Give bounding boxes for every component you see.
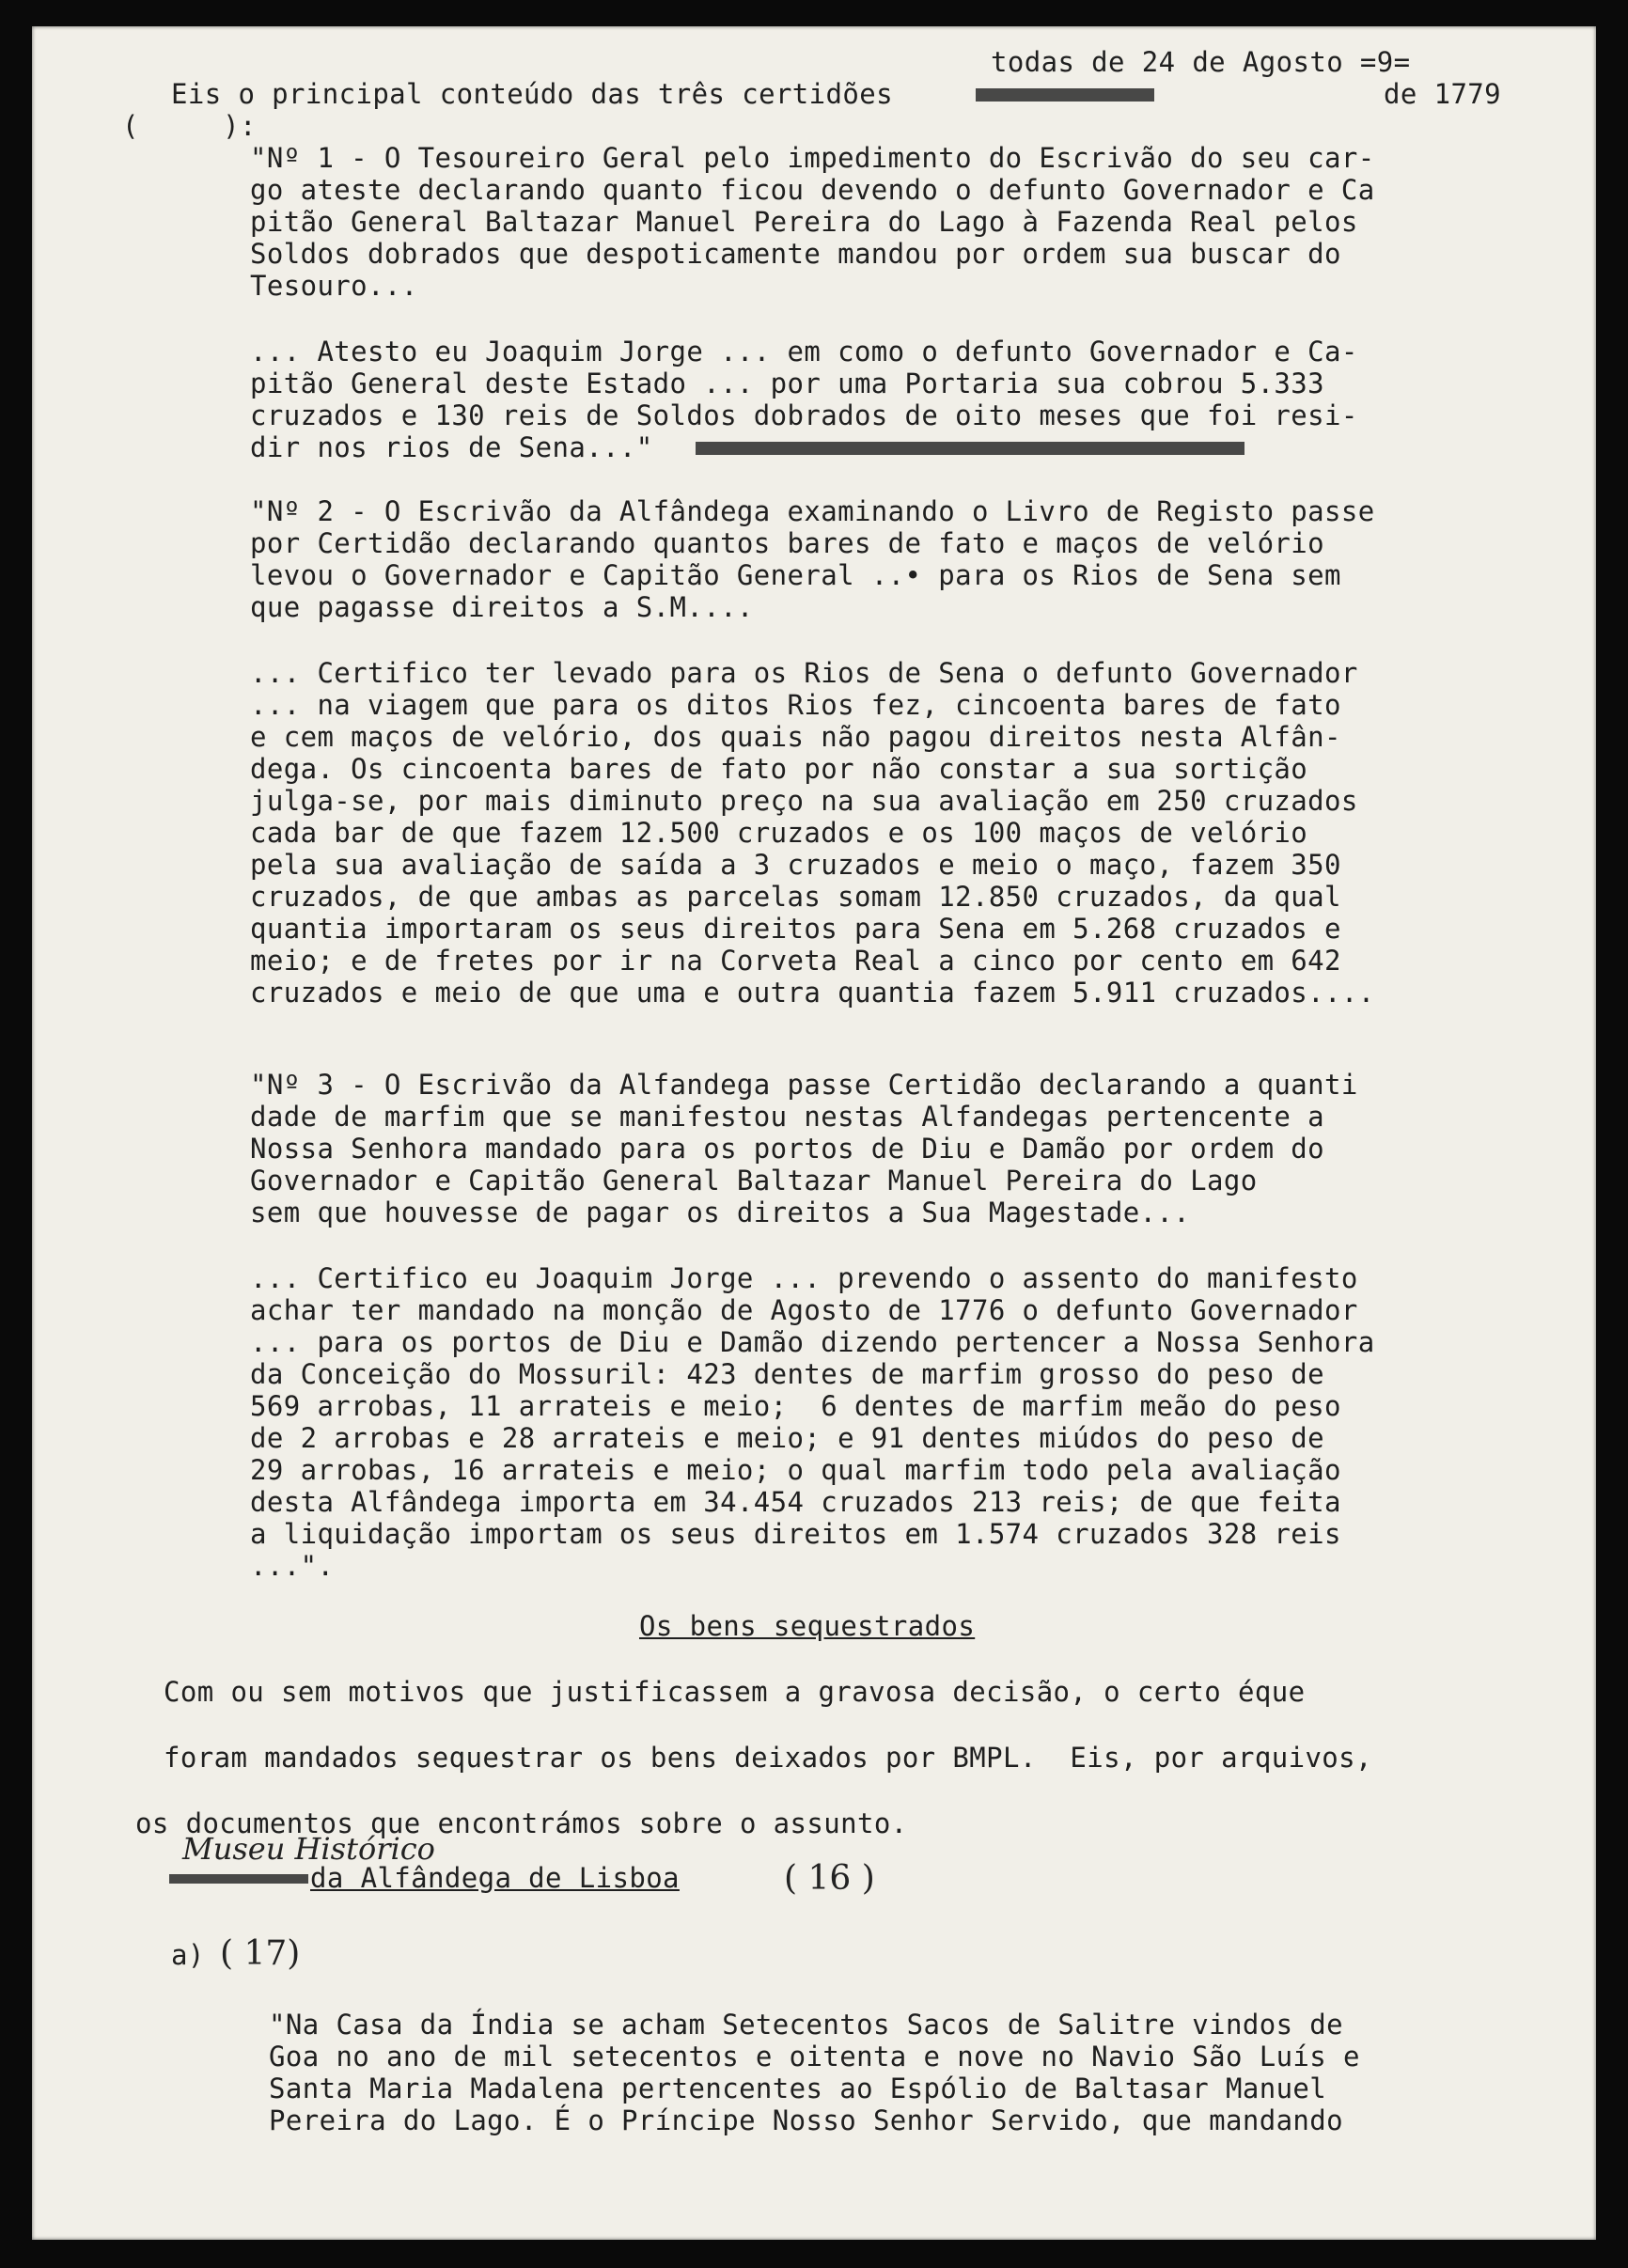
n2-cert-10: meio; e de fretes por ir na Corveta Real a cinco por cento em 642 <box>250 945 1341 977</box>
quote-line-2: Goa no ano de mil setecentos e oitenta e nove no Navio São Luís e <box>269 2041 1360 2072</box>
n1-attest-1: ... Atesto eu Joaquim Jorge ... em como o defunto Governador e Ca- <box>250 336 1358 368</box>
n2-cert-3: e cem maços de velório, dos quais não pagou direitos nesta Alfân- <box>250 721 1341 753</box>
n3-line-3: Nossa Senhora mandado para os portos de Diu e Damão por ordem do <box>250 1133 1325 1165</box>
n1-line-3: pitão General Baltazar Manuel Pereira do Lago à Fazenda Real pelos <box>250 206 1358 238</box>
n3-cert-9: a liquidação importam os seus direitos em 1.574 cruzados 328 reis <box>250 1518 1341 1550</box>
document-page <box>32 26 1596 2240</box>
n2-cert-9: quantia importaram os seus direitos para Sena em 5.268 cruzados e <box>250 913 1341 945</box>
n3-line-2: dade de marfim que se manifestou nestas Alfandegas pertencente a <box>250 1101 1325 1133</box>
item-a: a) <box>171 1939 205 1971</box>
strikethrough <box>976 88 1154 102</box>
quote-line-1: "Na Casa da Índia se acham Setecentos Sacos de Salitre vindos de <box>269 2009 1344 2041</box>
section-para-1: Com ou sem motivos que justificassem a gravosa decisão, o certo éque <box>164 1676 1306 1708</box>
date-line-year: de 1779 <box>1384 78 1502 110</box>
n3-cert-2: achar ter mandado na monção de Agosto de 1776 o defunto Governador <box>250 1294 1358 1326</box>
n2-line-4: que pagasse direitos a S.M.... <box>250 591 754 623</box>
strikethrough <box>169 1874 308 1884</box>
n2-line-2: por Certidão declarando quantos bares de fato e maços de velório <box>250 527 1325 559</box>
n3-cert-7: 29 arrobas, 16 arrateis e meio; o qual marfim todo pela avaliação <box>250 1454 1341 1486</box>
bracket-marker: ( ): <box>122 110 257 142</box>
reference-16: ( 16 ) <box>784 1859 875 1898</box>
strikethrough <box>696 442 1244 455</box>
n3-cert-4: da Conceição do Mossuril: 423 dentes de marfim grosso do peso de <box>250 1358 1325 1390</box>
n3-cert-10: ...". <box>250 1550 335 1582</box>
intro-line: Eis o principal conteúdo das três certidões <box>171 78 893 110</box>
n1-attest-2: pitão General deste Estado ... por uma Portaria sua cobrou 5.333 <box>250 368 1325 399</box>
section-para-2: foram mandados sequestrar os bens deixados por BMPL. Eis, por arquivos, <box>164 1742 1372 1774</box>
n2-cert-5: julga-se, por mais diminuto preço na sua avaliação em 250 cruzados <box>250 785 1358 817</box>
section-para-3: os documentos que encontrámos sobre o assunto. <box>135 1807 908 1839</box>
archive-name: da Alfândega de Lisboa <box>310 1862 680 1894</box>
reference-17: ( 17) <box>220 1934 301 1973</box>
n1-attest-3: cruzados e 130 reis de Soldos dobrados de oito meses que foi resi- <box>250 399 1358 431</box>
n1-line-2: go ateste declarando quanto ficou devendo o defunto Governador e Ca <box>250 174 1375 206</box>
n2-cert-11: cruzados e meio de que uma e outra quantia fazem 5.911 cruzados.... <box>250 977 1375 1009</box>
n2-cert-1: ... Certifico ter levado para os Rios de Sena o defunto Governador <box>250 657 1358 689</box>
n3-line-5: sem que houvesse de pagar os direitos a Sua Magestade... <box>250 1197 1191 1228</box>
n2-cert-8: cruzados, de que ambas as parcelas somam 12.850 cruzados, da qual <box>250 881 1341 913</box>
section-title: Os bens sequestrados <box>639 1610 976 1642</box>
n2-line-3: levou o Governador e Capitão General ..• para os Rios de Sena sem <box>250 559 1341 591</box>
n1-line-5: Tesouro... <box>250 270 418 302</box>
date-line-top: todas de 24 de Agosto =9= <box>991 46 1411 78</box>
n2-cert-4: dega. Os cincoenta bares de fato por não constar a sua sortição <box>250 753 1308 785</box>
n3-line-4: Governador e Capitão General Baltazar Manuel Pereira do Lago <box>250 1165 1258 1197</box>
n3-cert-5: 569 arrobas, 11 arrateis e meio; 6 dentes de marfim meão do peso <box>250 1390 1341 1422</box>
n3-line-1: "Nº 3 - O Escrivão da Alfandega passe Certidão declarando a quanti <box>250 1069 1358 1101</box>
quote-line-4: Pereira do Lago. É o Príncipe Nosso Senhor Servido, que mandando <box>269 2104 1344 2136</box>
n2-cert-2: ... na viagem que para os ditos Rios fez, cincoenta bares de fato <box>250 689 1341 721</box>
n1-attest-4: dir nos rios de Sena..." <box>250 431 653 463</box>
n3-cert-1: ... Certifico eu Joaquim Jorge ... prevendo o assento do manifesto <box>250 1262 1358 1294</box>
n3-cert-6: de 2 arrobas e 28 arrateis e meio; e 91 dentes miúdos do peso de <box>250 1422 1325 1454</box>
n3-cert-8: desta Alfândega importa em 34.454 cruzados 213 reis; de que feita <box>250 1486 1341 1518</box>
n2-cert-6: cada bar de que fazem 12.500 cruzados e os 100 maços de velório <box>250 817 1308 849</box>
n2-line-1: "Nº 2 - O Escrivão da Alfândega examinando o Livro de Registo passe <box>250 495 1375 527</box>
handwritten-annotation: Museu Histórico <box>182 1831 435 1867</box>
n3-cert-3: ... para os portos de Diu e Damão dizendo pertencer a Nossa Senhora <box>250 1326 1375 1358</box>
n2-cert-7: pela sua avaliação de saída a 3 cruzados e meio o maço, fazem 350 <box>250 849 1341 881</box>
quote-line-3: Santa Maria Madalena pertencentes ao Espólio de Baltasar Manuel <box>269 2072 1327 2104</box>
n1-line-1: "Nº 1 - O Tesoureiro Geral pelo impedimento do Escrivão do seu car- <box>250 142 1375 174</box>
n1-line-4: Soldos dobrados que despoticamente mandou por ordem sua buscar do <box>250 238 1341 270</box>
